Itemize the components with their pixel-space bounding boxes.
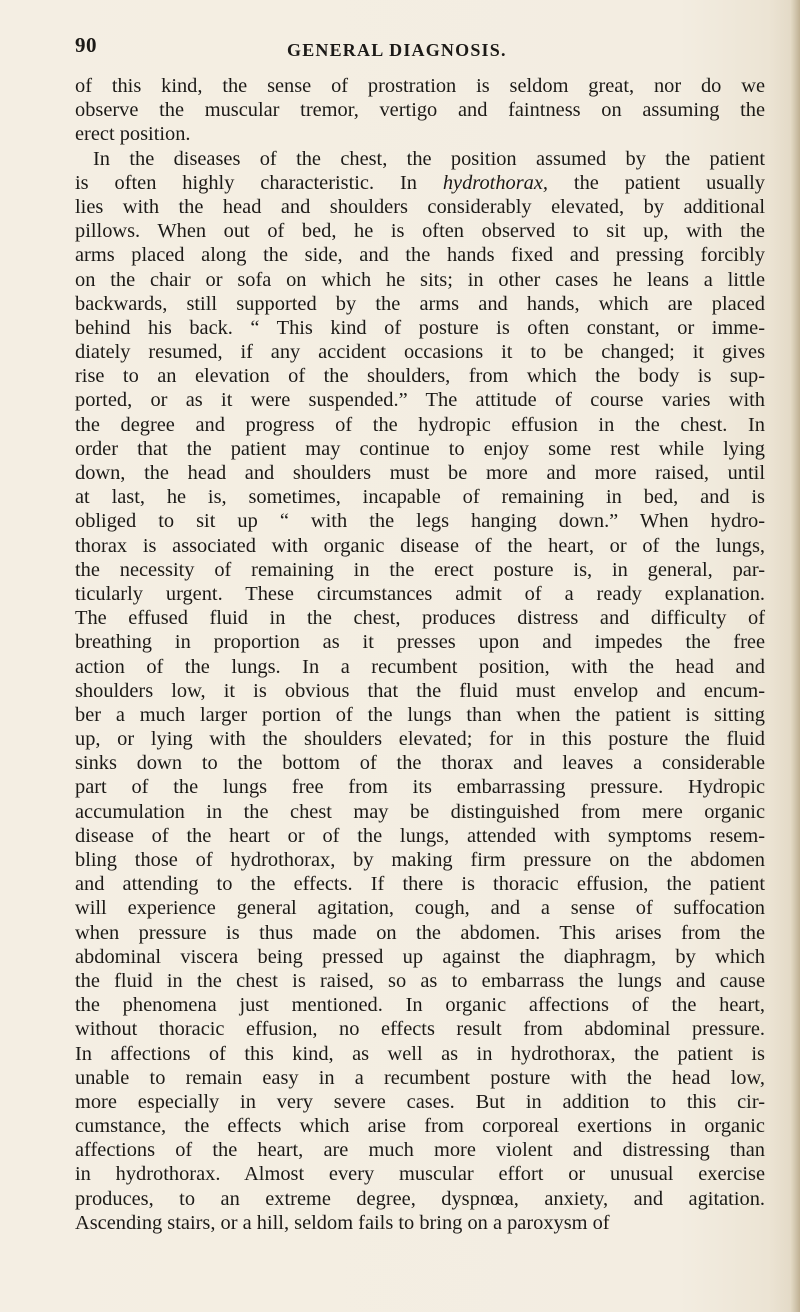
text-line xyxy=(75,630,765,654)
text-line-content: obliged to sit up “ with the legs hanging down.” When hydro- xyxy=(75,510,765,533)
text-line-content: in hydrothorax. Almost every muscular effort or unusual exercise xyxy=(75,1163,765,1186)
text-line-content: Ascending stairs, or a hill, seldom fails to bring on a paroxysm of xyxy=(75,1211,610,1234)
text-line xyxy=(75,98,765,122)
text-line-content: observe the muscular tremor, vertigo and faintness on assuming the xyxy=(75,99,765,122)
text-line-content: abdominal viscera being pressed up against the diaphragm, by which xyxy=(75,945,765,968)
text-line xyxy=(75,122,765,146)
text-line xyxy=(75,74,765,98)
text-line xyxy=(75,413,765,437)
text-line-content: ber a much larger portion of the lungs than when the patient is sitting xyxy=(75,703,765,726)
text-line-content: lies with the head and shoulders considerably elevated, by additional xyxy=(75,195,765,218)
text-line-content: at last, he is, sometimes, incapable of remaining in bed, and is xyxy=(75,486,765,509)
text-line-content: the fluid in the chest is raised, so as to embarrass the lungs and cause xyxy=(75,969,765,992)
text-line xyxy=(75,775,765,799)
text-line xyxy=(75,606,765,630)
text-line-content: pillows. When out of bed, he is often observed to sit up, with the xyxy=(75,220,765,243)
text-line-content: diately resumed, if any accident occasions it to be changed; it gives xyxy=(75,341,765,364)
text-line xyxy=(75,824,765,848)
text-line-content: thorax is associated with organic disease of the heart, or of the lungs, xyxy=(75,534,765,557)
text-line xyxy=(75,1066,765,1090)
text-line xyxy=(75,558,765,582)
text-line xyxy=(75,872,765,896)
text-line xyxy=(75,679,765,703)
text-line xyxy=(75,171,765,195)
text-line xyxy=(75,848,765,872)
text-line xyxy=(75,243,765,267)
text-line-content: The effused fluid in the chest, produces distress and difficulty of xyxy=(75,607,765,630)
text-line-content: erect position. xyxy=(75,123,191,146)
text-line-content: will experience general agitation, cough, and a sense of suffocation xyxy=(75,897,765,920)
running-head: GENERAL DIAGNOSIS. xyxy=(287,40,507,60)
text-line xyxy=(75,1187,765,1211)
text-line xyxy=(75,1114,765,1138)
text-line-content: ticularly urgent. These circumstances admit of a ready explanation. xyxy=(75,582,765,605)
text-line xyxy=(75,364,765,388)
text-line xyxy=(75,268,765,292)
text-line xyxy=(75,727,765,751)
text-line xyxy=(75,1090,765,1114)
text-line-content: rise to an elevation of the shoulders, from which the body is sup- xyxy=(75,365,765,388)
text-line-content: and attending to the effects. If there is thoracic effusion, the patient xyxy=(75,873,765,896)
text-line xyxy=(75,219,765,243)
text-line-content: accumulation in the chest may be distinguished from mere organic xyxy=(75,800,765,823)
text-line-content: the degree and progress of the hydropic effusion in the chest. In xyxy=(75,413,765,436)
text-line-continuation: the patient usually xyxy=(548,171,766,194)
text-line-content: sinks down to the bottom of the thorax and leaves a considerable xyxy=(75,752,765,775)
text-line xyxy=(75,655,765,679)
text-line xyxy=(75,945,765,969)
text-line-content: ported, or as it were suspended.” The attitude of course varies with xyxy=(75,389,765,412)
text-line-content: disease of the heart or of the lungs, attended with symptoms resem- xyxy=(75,824,765,847)
text-line-content: order that the patient may continue to enjoy some rest while lying xyxy=(75,437,765,460)
text-line-content: produces, to an extreme degree, dyspnœa, anxiety, and agitation. xyxy=(75,1187,765,1210)
text-line xyxy=(75,896,765,920)
text-line-content: the necessity of remaining in the erect posture is, in general, par- xyxy=(75,558,765,581)
text-line-content: unable to remain easy in a recumbent posture with the head low, xyxy=(75,1066,765,1089)
text-line-content: backwards, still supported by the arms and hands, which are placed xyxy=(75,292,765,315)
text-line xyxy=(75,1162,765,1186)
text-line xyxy=(75,751,765,775)
text-line xyxy=(75,340,765,364)
text-line xyxy=(75,703,765,727)
text-line xyxy=(75,1017,765,1041)
text-line-content: behind his back. “ This kind of posture is often constant, or imme- xyxy=(75,316,765,339)
text-line-content: more especially in very severe cases. But in addition to this cir- xyxy=(75,1090,765,1113)
text-line-content: cumstance, the effects which arise from corporeal exertions in organic xyxy=(75,1115,765,1138)
text-line-content: when pressure is thus made on the abdomen. This arises from the xyxy=(75,921,765,944)
text-line xyxy=(75,1211,765,1235)
text-line xyxy=(75,1138,765,1162)
text-line xyxy=(75,292,765,316)
text-line-content: without thoracic effusion, no effects result from abdominal pressure. xyxy=(75,1018,765,1041)
text-line-content: on the chair or sofa on which he sits; in other cases he leans a little xyxy=(75,268,765,291)
text-line-content: the phenomena just mentioned. In organic affections of the heart, xyxy=(75,994,765,1017)
text-line xyxy=(75,509,765,533)
text-line xyxy=(75,316,765,340)
italic-term: hydrothorax, xyxy=(442,171,549,194)
text-line-content: up, or lying with the shoulders elevated; for in this posture the fluid xyxy=(75,728,765,751)
text-line-content: bling those of hydrothorax, by making firm pressure on the abdomen xyxy=(75,849,765,871)
text-line xyxy=(75,485,765,509)
text-line xyxy=(75,461,765,485)
text-line-content: down, the head and shoulders must be more and more raised, until xyxy=(75,462,765,484)
text-line-content: part of the lungs free from its embarrassing pressure. Hydropic xyxy=(75,776,765,799)
text-line xyxy=(75,388,765,412)
text-line xyxy=(75,800,765,824)
text-line-content: In affections of this kind, as well as in hydrothorax, the patient is xyxy=(75,1042,765,1065)
text-line xyxy=(75,195,765,219)
text-line-content: action of the lungs. In a recumbent position, with the head and xyxy=(75,655,765,678)
text-line xyxy=(75,534,765,558)
page-edge xyxy=(790,0,800,1312)
text-line-content: arms placed along the side, and the hands fixed and pressing forcibly xyxy=(75,244,765,267)
text-line xyxy=(75,437,765,461)
text-line xyxy=(75,582,765,606)
text-line-content: shoulders low, it is obvious that the fluid must envelop and encum- xyxy=(75,679,765,702)
text-line xyxy=(75,993,765,1017)
text-line xyxy=(75,1042,765,1066)
page-number: 90 xyxy=(75,33,97,57)
text-line-content: breathing in proportion as it presses upon and impedes the free xyxy=(75,631,765,654)
text-line xyxy=(75,147,765,171)
text-line xyxy=(75,921,765,945)
text-line-content: of this kind, the sense of prostration is seldom great, nor do we xyxy=(75,75,765,97)
text-line-content: In the diseases of the chest, the position assumed by the patient xyxy=(93,147,765,170)
text-line-content: affections of the heart, are much more violent and distressing than xyxy=(75,1139,765,1162)
text-line xyxy=(75,969,765,993)
body-text xyxy=(75,74,765,1235)
text-line-content: is often highly characteristic. In xyxy=(75,171,443,194)
